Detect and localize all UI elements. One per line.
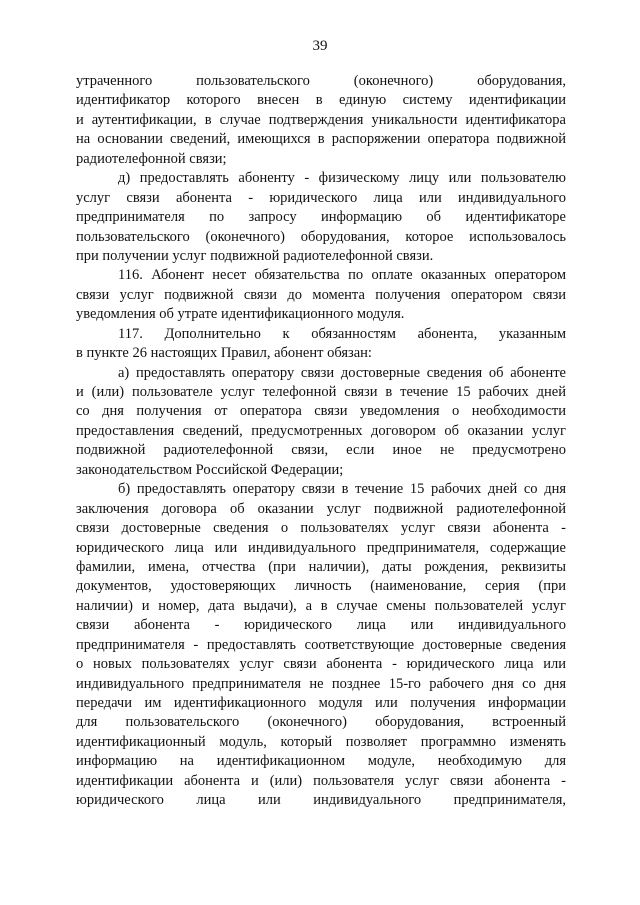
text-line: передачи им идентификационного модуля или получения информации bbox=[76, 695, 566, 711]
text-line: радиотелефонной связи; bbox=[76, 150, 227, 167]
text-line: связи услуг подвижной связи до момента получения оператором связи bbox=[76, 286, 566, 303]
text-line: д) предоставлять абоненту - физическому лицу или пользователю bbox=[118, 170, 566, 187]
text-line: предоставления сведений, предусмотренных договором об оказании услуг bbox=[76, 422, 566, 439]
text-line: идентификации абонента и (или) пользователя услуг связи абонента - bbox=[76, 772, 566, 789]
text-line: наличии) и номер, дата выдачи), а в случае смены пользователей услуг bbox=[76, 597, 566, 614]
text-line: законодательством Российской Федерации; bbox=[76, 461, 344, 478]
text-line: информацию на идентификационном модуле, необходимую для bbox=[76, 753, 566, 770]
text-line: услуг связи абонента - юридического лица или индивидуального bbox=[76, 189, 566, 206]
text-line: индивидуального предпринимателя не позднее 15-го рабочего дня со дня bbox=[76, 675, 566, 692]
text-line: при получении услуг подвижной радиотелефонной связи. bbox=[76, 247, 434, 264]
text-line: 117. Дополнительно к обязанностям абонента, указанным bbox=[118, 325, 566, 342]
text-line: со дня получения от оператора связи уведомления о необходимости bbox=[76, 403, 566, 420]
text-line: и аутентификации, в случае подтверждения уникальности идентификатора bbox=[76, 111, 566, 128]
text-line: идентификационный модуль, который позволяет программно изменять bbox=[76, 733, 566, 750]
text-line: связи абонента - юридического лица или индивидуального bbox=[76, 617, 566, 634]
text-line: на основании сведений, имеющихся в распоряжении оператора подвижной bbox=[76, 131, 566, 148]
text-line: фамилии, имена, отчества (при наличии), даты рождения, реквизиты bbox=[76, 558, 566, 575]
text-line: 116. Абонент несет обязательства по оплате оказанных оператором bbox=[118, 267, 566, 284]
text-line: связи достоверные сведения о пользователях услуг связи абонента - bbox=[76, 520, 566, 537]
text-line: пользовательского (оконечного) оборудования, которое использовалось bbox=[76, 228, 566, 245]
page-number: 39 bbox=[312, 38, 328, 54]
text-line: заключения договора об оказании услуг подвижной радиотелефонной bbox=[76, 500, 566, 517]
text-line: юридического лица или индивидуального предпринимателя, bbox=[76, 792, 566, 809]
text-line: в пункте 26 настоящих Правил, абонент обязан: bbox=[76, 345, 372, 362]
text-line: б) предоставлять оператору связи в течение 15 рабочих дней со дня bbox=[118, 481, 566, 498]
text-line: утраченного пользовательского (оконечного) оборудования, bbox=[76, 73, 566, 89]
text-line: для пользовательского (оконечного) оборудования, встроенный bbox=[76, 714, 566, 731]
text-line: документов, удостоверяющих личность (наименование, серия (при bbox=[76, 578, 566, 595]
document-body bbox=[76, 72, 566, 811]
text-line: подвижной радиотелефонной связи, если иное не предусмотрено bbox=[76, 442, 566, 459]
text-line: предпринимателя - предоставлять соответствующие достоверные сведения bbox=[76, 636, 566, 653]
text-line: а) предоставлять оператору связи достоверные сведения об абоненте bbox=[118, 364, 566, 381]
text-line: предпринимателя по запросу информацию об идентификаторе bbox=[76, 209, 566, 226]
text-line: идентификатор которого внесен в единую систему идентификации bbox=[76, 92, 566, 109]
text-line: уведомления об утрате идентификационного модуля. bbox=[76, 306, 405, 323]
text-line: юридического лица или индивидуального предпринимателя, содержащие bbox=[76, 539, 566, 556]
text-line: о новых пользователях услуг связи абонента - юридического лица или bbox=[76, 656, 566, 673]
text-line: и (или) пользователе услуг телефонной связи в течение 15 рабочих дней bbox=[76, 384, 566, 400]
